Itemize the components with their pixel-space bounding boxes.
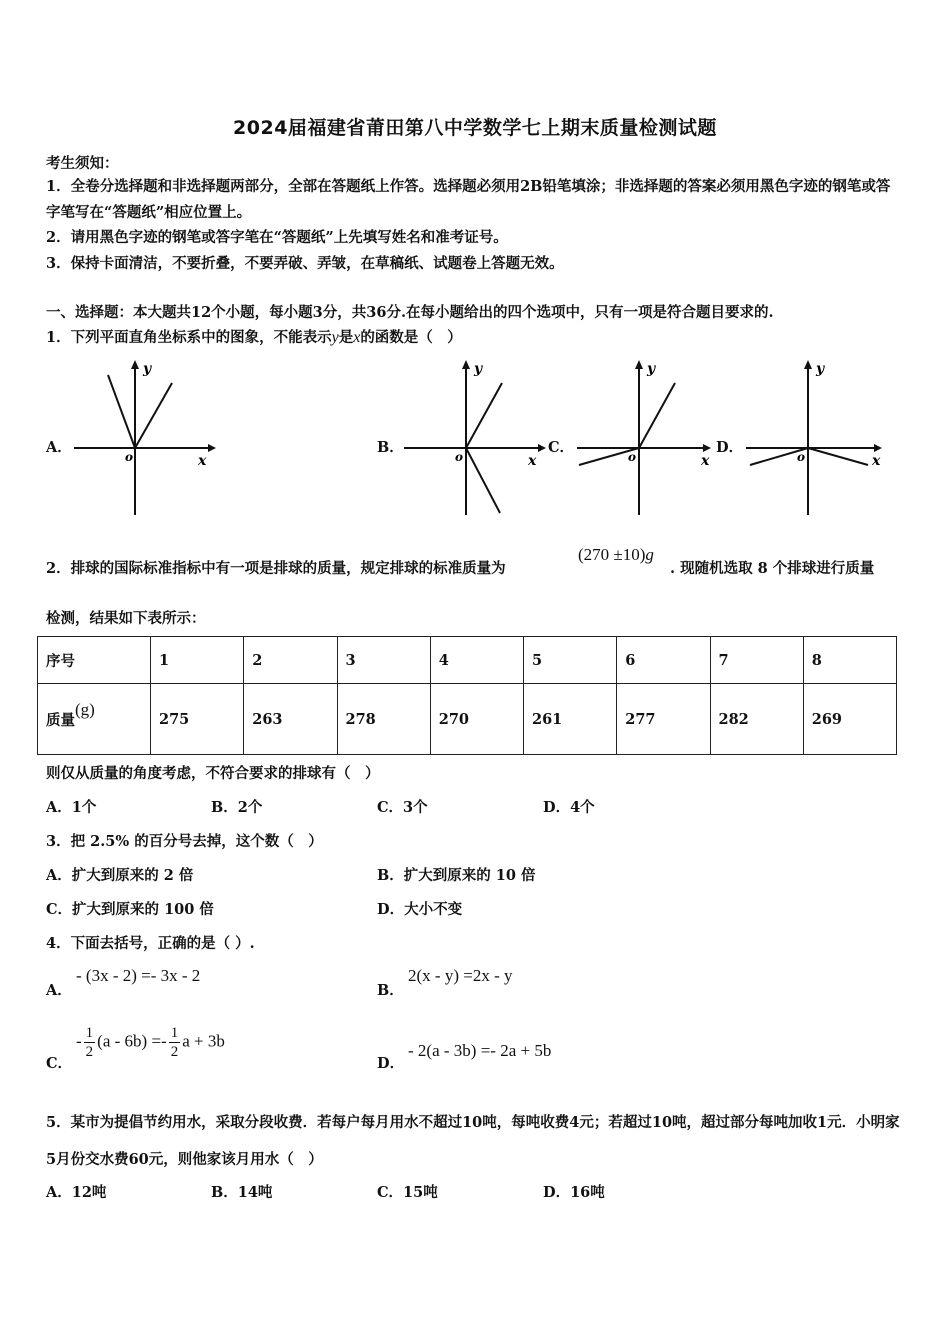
q3-stem: 3．把 2.5% 的百分号去掉，这个数（ ）: [46, 833, 323, 850]
q5-option-a: A．12吨: [46, 1184, 107, 1201]
q1-graph-d-origin: o: [797, 450, 806, 464]
q2-stem-c: 检测，结果如下表所示：: [46, 610, 206, 627]
q2-stem-b: . 现随机选取 8 个排球进行质量: [670, 560, 875, 577]
q1-graph-d: [742, 355, 892, 520]
table-cell: 261: [524, 684, 617, 755]
q4-option-c-expression: - $\frac{1}{2}$ (a - 6b) =- $\frac{1}{2}$ a + 3b: [76, 1025, 225, 1060]
table-cell: 5: [524, 637, 617, 684]
q3-option-a: A．扩大到原来的 2 倍: [46, 867, 194, 884]
q2-option-b: B．2个: [211, 799, 263, 816]
table-cell: 270: [430, 684, 523, 755]
table-cell: 6: [617, 637, 710, 684]
q2-option-c: C．3个: [377, 799, 428, 816]
q5-option-c: C．15吨: [377, 1184, 438, 1201]
table-row-unit: (g): [75, 699, 95, 719]
table-cell: 277: [617, 684, 710, 755]
q1-graph-a: [70, 355, 220, 520]
table-cell: 8: [803, 637, 896, 684]
q1-graph-b-x-label: x: [528, 453, 537, 469]
q2-standard-mass: (270 ±10)g: [578, 545, 654, 564]
table-cell: 275: [151, 684, 244, 755]
q4-option-a-label: A．: [46, 982, 72, 999]
q4-option-a-expression: - (3x - 2) =- 3x - 2: [76, 966, 201, 985]
q2-stem-a: 2．排球的国际标准指标中有一项是排球的质量，规定排球的标准质量为: [46, 560, 506, 577]
q4-option-d-label: D．: [377, 1055, 405, 1072]
notice-item-3: 3．保持卡面清洁，不要折叠，不要弄破、弄皱，在草稿纸、试题卷上答题无效。: [46, 255, 564, 272]
table-cell: 269: [803, 684, 896, 755]
table-header-label: 序号: [38, 637, 151, 684]
q1-graph-d-y-label: y: [816, 361, 825, 377]
q1-graph-c-y-label: y: [647, 361, 656, 377]
q1-graph-c: [573, 355, 723, 520]
q1-graph-a-y-label: y: [143, 361, 152, 377]
q1-graph-b-y-label: y: [474, 361, 483, 377]
notice-heading: 考生须知：: [46, 155, 119, 172]
q3-option-d: D．大小不变: [377, 901, 463, 918]
table-cell: 2: [244, 637, 337, 684]
table-row: [38, 684, 897, 755]
q4-option-d-expression: - 2(a - 3b) =- 2a + 5b: [408, 1041, 552, 1060]
q1-option-b-label: B．: [377, 439, 404, 456]
table-cell: 4: [430, 637, 523, 684]
q3-option-b: B．扩大到原来的 10 倍: [377, 867, 536, 884]
q4-option-b-label: B．: [377, 982, 404, 999]
q1-graph-c-x-label: x: [701, 453, 710, 469]
q5-stem: 5．某市为提倡节约用水，采取分段收费．若每户每月用水不超过10吨，每吨收费4元；若超过10吨，超过部分每吨加收1元．小明家5月份交水费60元，则他家该月用水（ ）: [46, 1114, 900, 1168]
q1-graph-a-x-label: x: [198, 453, 207, 469]
q2-option-d: D．4个: [543, 799, 595, 816]
q3-option-c: C．扩大到原来的 100 倍: [46, 901, 214, 918]
table-cell: 3: [337, 637, 430, 684]
q1-option-a-label: A．: [46, 439, 72, 456]
q1-graph-b: [400, 355, 550, 520]
q1-graph-d-x-label: x: [872, 453, 881, 469]
q2-option-a: A．1个: [46, 799, 97, 816]
table-cell: 1: [151, 637, 244, 684]
q5-option-d: D．16吨: [543, 1184, 605, 1201]
q2-mass-table: [37, 636, 897, 755]
q1-graph-a-origin: o: [125, 450, 134, 464]
q1-option-c-label: C．: [548, 439, 575, 456]
page-title: 2024届福建省莆田第八中学数学七上期末质量检测试题: [233, 117, 717, 139]
q1-stem: 1．下列平面直角坐标系中的图象，不能表示y是x的函数是（ ）: [46, 329, 462, 346]
q4-option-b-expression: 2(x - y) =2x - y: [408, 966, 513, 985]
table-cell: 7: [710, 637, 803, 684]
notice-item-2: 2．请用黑色字迹的钢笔或答字笔在“答题纸”上先填写姓名和准考证号。: [46, 229, 508, 246]
table-row-label: 质量(g): [38, 684, 151, 755]
q4-option-c-label: C．: [46, 1055, 73, 1072]
table-cell: 263: [244, 684, 337, 755]
q1-graph-b-origin: o: [455, 450, 464, 464]
table-cell: 278: [337, 684, 430, 755]
q4-stem: 4．下面去括号，正确的是（ ）.: [46, 935, 255, 952]
q1-graph-c-origin: o: [628, 450, 637, 464]
notice-item-1: 1．全卷分选择题和非选择题两部分，全部在答题纸上作答。选择题必须用2B铅笔填涂；非选择题的答案必须用黑色字迹的钢笔或答字笔写在“答题纸”相应位置上。: [46, 178, 891, 221]
q1-option-d-label: D．: [716, 439, 744, 456]
q5-option-b: B．14吨: [211, 1184, 273, 1201]
q2-question: 则仅从质量的角度考虑，不符合要求的排球有（ ）: [46, 765, 380, 782]
table-row: [38, 637, 897, 684]
table-cell: 282: [710, 684, 803, 755]
section-1-heading: 一、选择题：本大题共12个小题，每小题3分，共36分.在每小题给出的四个选项中，只有一项是符合题目要求的.: [46, 304, 774, 321]
